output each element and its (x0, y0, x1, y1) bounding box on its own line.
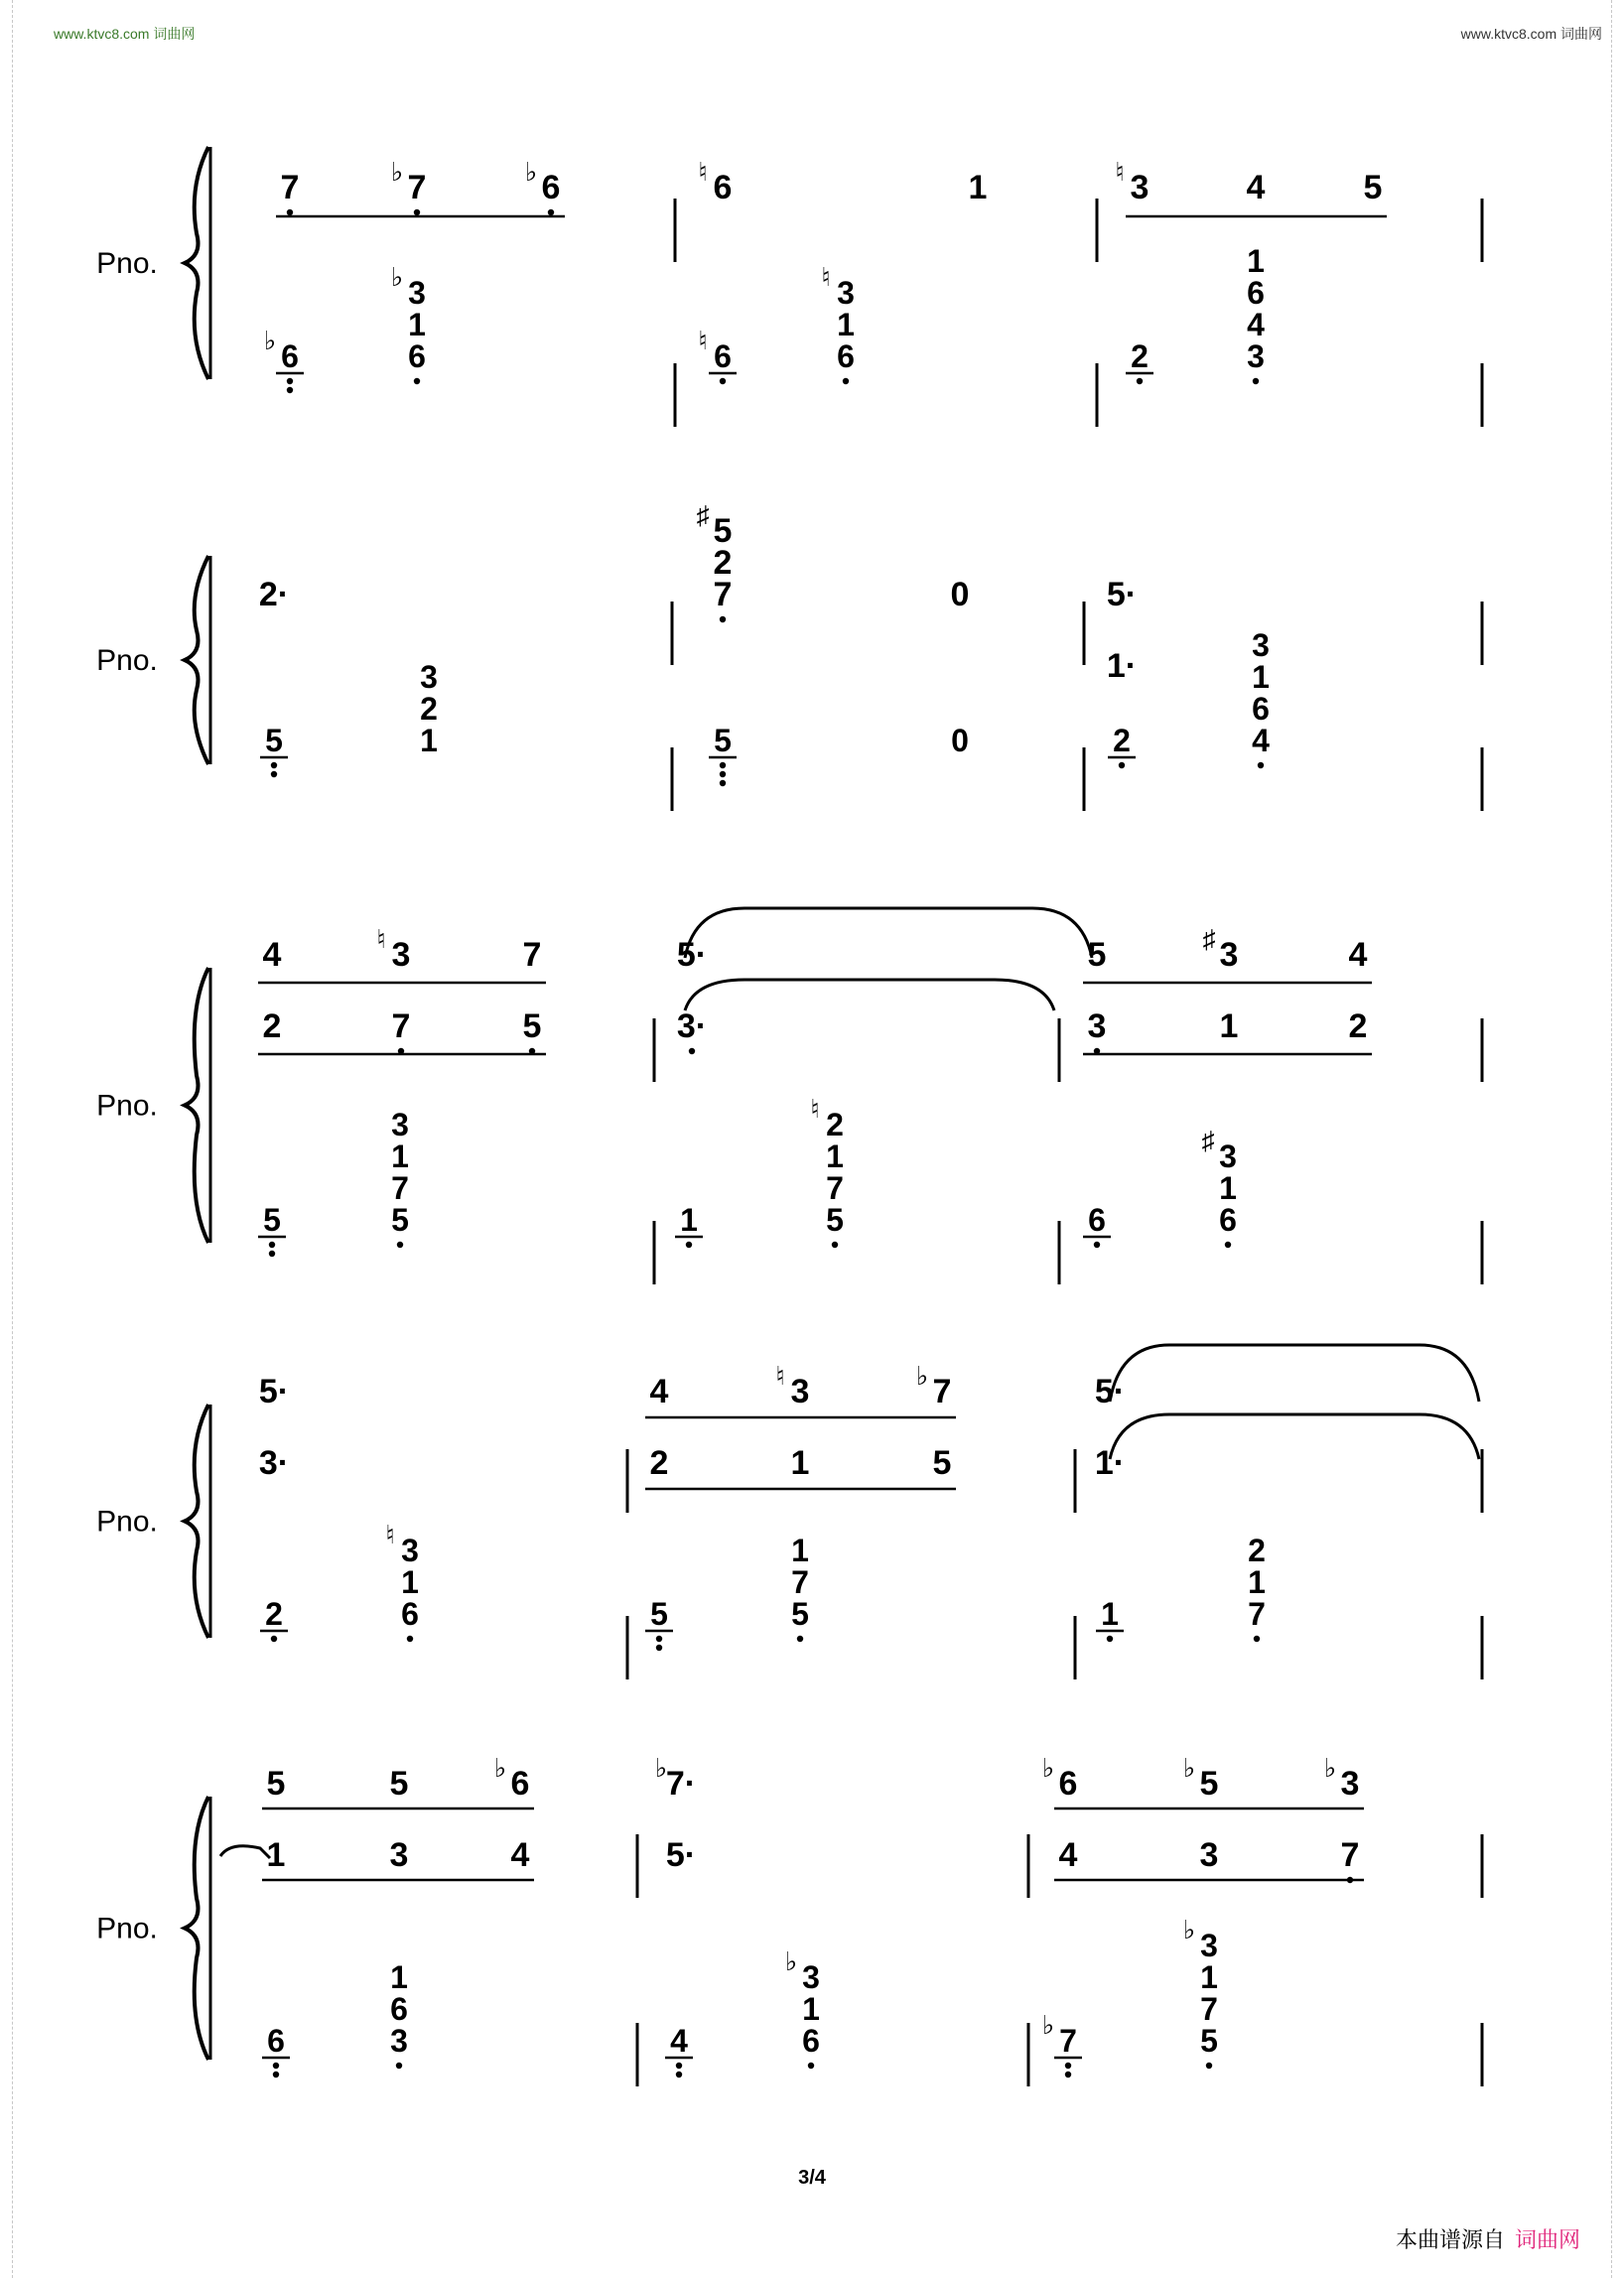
note: 5 (522, 1007, 542, 1045)
footer-brand: 词曲网 (1514, 2227, 1580, 2252)
tie-slur (1110, 1345, 1479, 1402)
note: 4 (262, 936, 282, 974)
header-left-name: 词曲网 (153, 26, 196, 42)
note: 3 (1340, 1765, 1360, 1803)
accidental-flat: ♭ (1182, 1753, 1196, 1783)
octave-dot (414, 209, 420, 215)
note: 1 (791, 1533, 809, 1568)
note: 1 (826, 1139, 844, 1174)
note: 5 (714, 723, 732, 758)
octave-dot (720, 771, 726, 777)
tie-slur (1110, 1414, 1479, 1459)
instrument-label: Pno. (96, 1089, 158, 1123)
note: 2 (713, 544, 733, 582)
octave-dot (1065, 2063, 1071, 2069)
note: 5 (650, 1596, 668, 1632)
note: 1 (1248, 1564, 1266, 1600)
accidental-natural: ♮ (698, 157, 708, 187)
note: 7 (791, 1564, 809, 1600)
accidental-flat: ♭ (390, 157, 404, 187)
note: 3 (1219, 936, 1239, 974)
note: 3 (790, 1373, 810, 1410)
note: 5· (665, 1836, 697, 1874)
note: 5 (1087, 936, 1107, 974)
note: 7 (280, 169, 300, 206)
instrument-label: Pno. (96, 644, 158, 677)
note: 3· (676, 1007, 708, 1045)
tie-slur (685, 908, 1092, 958)
note: 5 (713, 512, 733, 550)
note: 2 (1248, 1533, 1266, 1568)
system-brace (185, 1797, 208, 2060)
note: 6 (1247, 275, 1265, 311)
note: 7 (522, 936, 542, 974)
note: 6 (267, 2023, 285, 2059)
octave-dot (808, 2063, 814, 2069)
note: 1 (802, 1991, 820, 2027)
accidental-sharp: ♯ (1201, 1126, 1215, 1155)
note: 1 (408, 307, 426, 342)
note: 5 (1199, 1765, 1219, 1803)
tie-slur (220, 1846, 270, 1858)
accidental-flat: ♭ (1041, 1753, 1055, 1783)
note: 6 (714, 338, 732, 374)
octave-dot (1065, 2072, 1071, 2077)
note: 5 (932, 1444, 952, 1482)
note: 4 (649, 1373, 669, 1410)
note: 1 (1101, 1596, 1119, 1632)
note: 7 (391, 1007, 411, 1045)
note: 1 (266, 1836, 286, 1874)
accidental-flat: ♭ (493, 1753, 507, 1783)
octave-dot (720, 378, 726, 384)
octave-dot (720, 616, 726, 622)
note: 6 (401, 1596, 419, 1632)
octave-dot (1206, 2063, 1212, 2069)
note: 6 (541, 169, 561, 206)
system-brace (185, 147, 208, 379)
note: 1 (1219, 1170, 1237, 1206)
note: 5 (1363, 169, 1383, 206)
instrument-label: Pno. (96, 1505, 158, 1539)
note: 7 (713, 576, 733, 613)
octave-dot (1253, 378, 1259, 384)
note: 2 (1113, 723, 1131, 758)
note: 2 (262, 1007, 282, 1045)
note: 6 (408, 338, 426, 374)
accidental-flat: ♭ (390, 262, 404, 292)
note: 5 (389, 1765, 409, 1803)
note: 3 (401, 1533, 419, 1568)
note: 2 (649, 1444, 669, 1482)
note: 2 (1348, 1007, 1368, 1045)
note: 7 (932, 1373, 952, 1410)
note: 6 (390, 1991, 408, 2027)
note: 5 (391, 1202, 409, 1238)
octave-dot (1119, 762, 1125, 768)
note: 4 (1348, 936, 1368, 974)
octave-dot (1254, 1636, 1260, 1642)
note: 6 (1058, 1765, 1078, 1803)
note: 5 (826, 1202, 844, 1238)
note: 4 (1246, 169, 1266, 206)
octave-dot (1225, 1242, 1231, 1248)
note: 4 (510, 1836, 530, 1874)
note: 6 (1088, 1202, 1106, 1238)
note: 3 (1200, 1928, 1218, 1963)
octave-dot (548, 209, 554, 215)
note: 6 (713, 169, 733, 206)
note: 1 (1200, 1959, 1218, 1995)
octave-dot (1107, 1636, 1113, 1642)
note: 7 (407, 169, 427, 206)
accidental-flat: ♭ (784, 1946, 798, 1976)
instrument-label: Pno. (96, 1912, 158, 1945)
octave-dot (1094, 1242, 1100, 1248)
note: 7 (1248, 1596, 1266, 1632)
footer-text: 本曲谱源自 (1395, 2227, 1505, 2252)
octave-dot (287, 378, 293, 384)
tie-slur (685, 980, 1054, 1010)
octave-dot (414, 378, 420, 384)
octave-dot (832, 1242, 838, 1248)
note: 5· (258, 1373, 290, 1410)
system-brace (185, 556, 208, 764)
octave-dot (1258, 762, 1264, 768)
accidental-natural: ♮ (1115, 157, 1125, 187)
note: 5· (1094, 1373, 1126, 1410)
note: 4 (670, 2023, 688, 2059)
note: 5 (265, 723, 283, 758)
note: 0 (951, 723, 969, 758)
note: 3 (1247, 338, 1265, 374)
accidental-flat: ♭ (1323, 1753, 1337, 1783)
note: 4 (1247, 307, 1265, 342)
octave-dot (689, 1048, 695, 1054)
note: 7 (1059, 2023, 1077, 2059)
accidental-natural: ♮ (810, 1094, 820, 1124)
octave-dot (676, 2063, 682, 2069)
note: 2 (265, 1596, 283, 1632)
accidental-flat: ♭ (263, 326, 277, 355)
octave-dot (1137, 378, 1143, 384)
note: 5 (263, 1202, 281, 1238)
system-brace (185, 1405, 208, 1638)
octave-dot (720, 762, 726, 768)
note: 5 (791, 1596, 809, 1632)
note: 7 (1200, 1991, 1218, 2027)
header-left-url: www.ktvc8.com (54, 26, 150, 42)
accidental-flat: ♭ (1041, 2010, 1055, 2040)
note: 4 (1252, 723, 1270, 758)
note: 6 (510, 1765, 530, 1803)
accidental-natural: ♮ (698, 326, 708, 355)
note: 5· (1106, 576, 1138, 613)
octave-dot (843, 378, 849, 384)
accidental-flat: ♭ (654, 1753, 668, 1783)
octave-dot (287, 209, 293, 215)
note: 7 (1340, 1836, 1360, 1874)
note: 1 (680, 1202, 698, 1238)
note: 1· (1094, 1444, 1126, 1482)
accidental-natural: ♮ (821, 262, 831, 292)
octave-dot (269, 1251, 275, 1257)
note: 3 (1252, 627, 1270, 663)
note: 1 (790, 1444, 810, 1482)
octave-dot (273, 2063, 279, 2069)
accidental-sharp: ♯ (1202, 924, 1216, 954)
octave-dot (271, 762, 277, 768)
note: 3 (1219, 1139, 1237, 1174)
note: 0 (950, 576, 970, 613)
note: 6 (281, 338, 299, 374)
octave-dot (686, 1242, 692, 1248)
note: 4 (1058, 1836, 1078, 1874)
note: 3 (1199, 1836, 1219, 1874)
note: 1 (837, 307, 855, 342)
accidental-natural: ♮ (385, 1520, 395, 1549)
header-right-name: 词曲网 (1560, 26, 1602, 42)
accidental-natural: ♮ (376, 924, 386, 954)
note: 3 (1087, 1007, 1107, 1045)
octave-dot (271, 1636, 277, 1642)
octave-dot (407, 1636, 413, 1642)
note: 2 (826, 1107, 844, 1142)
note: 5· (676, 936, 708, 974)
octave-dot (269, 1242, 275, 1248)
octave-dot (720, 780, 726, 786)
header-right-url: www.ktvc8.com (1460, 26, 1557, 42)
note: 3 (389, 1836, 409, 1874)
note: 3 (1130, 169, 1150, 206)
note: 2 (1131, 338, 1149, 374)
note: 1 (401, 1564, 419, 1600)
octave-dot (396, 2063, 402, 2069)
octave-dot (797, 1636, 803, 1642)
accidental-sharp: ♯ (696, 500, 710, 530)
octave-dot (656, 1645, 662, 1651)
octave-dot (287, 387, 293, 393)
note: 7· (665, 1765, 697, 1803)
note: 1 (968, 169, 988, 206)
note: 6 (1219, 1202, 1237, 1238)
note: 3 (420, 659, 438, 695)
note: 5 (266, 1765, 286, 1803)
note: 1 (1252, 659, 1270, 695)
accidental-flat: ♭ (1182, 1915, 1196, 1944)
note: 3 (408, 275, 426, 311)
note: 6 (1252, 691, 1270, 727)
accidental-flat: ♭ (915, 1361, 929, 1391)
note: 1 (1219, 1007, 1239, 1045)
note: 2 (420, 691, 438, 727)
note: 6 (802, 2023, 820, 2059)
octave-dot (271, 771, 277, 777)
octave-dot (397, 1242, 403, 1248)
note: 1 (390, 1959, 408, 1995)
footer (1396, 2223, 1580, 2254)
accidental-natural: ♮ (775, 1361, 785, 1391)
note: 1 (391, 1139, 409, 1174)
note: 3 (391, 1107, 409, 1142)
instrument-label: Pno. (96, 247, 158, 280)
note: 3 (802, 1959, 820, 1995)
note: 3 (837, 275, 855, 311)
note: 7 (391, 1170, 409, 1206)
note: 7 (826, 1170, 844, 1206)
note: 3· (258, 1444, 290, 1482)
note: 6 (837, 338, 855, 374)
note: 1 (1247, 243, 1265, 279)
octave-dot (656, 1636, 662, 1642)
note: 1 (420, 723, 438, 758)
octave-dot (273, 2072, 279, 2077)
note: 1· (1106, 647, 1138, 685)
note: 3 (391, 936, 411, 974)
page-number: 3/4 (798, 2167, 826, 2189)
note: 2· (258, 576, 290, 613)
accidental-flat: ♭ (524, 157, 538, 187)
note: 3 (390, 2023, 408, 2059)
system-brace (185, 968, 208, 1243)
octave-dot (676, 2072, 682, 2077)
note: 5 (1200, 2023, 1218, 2059)
